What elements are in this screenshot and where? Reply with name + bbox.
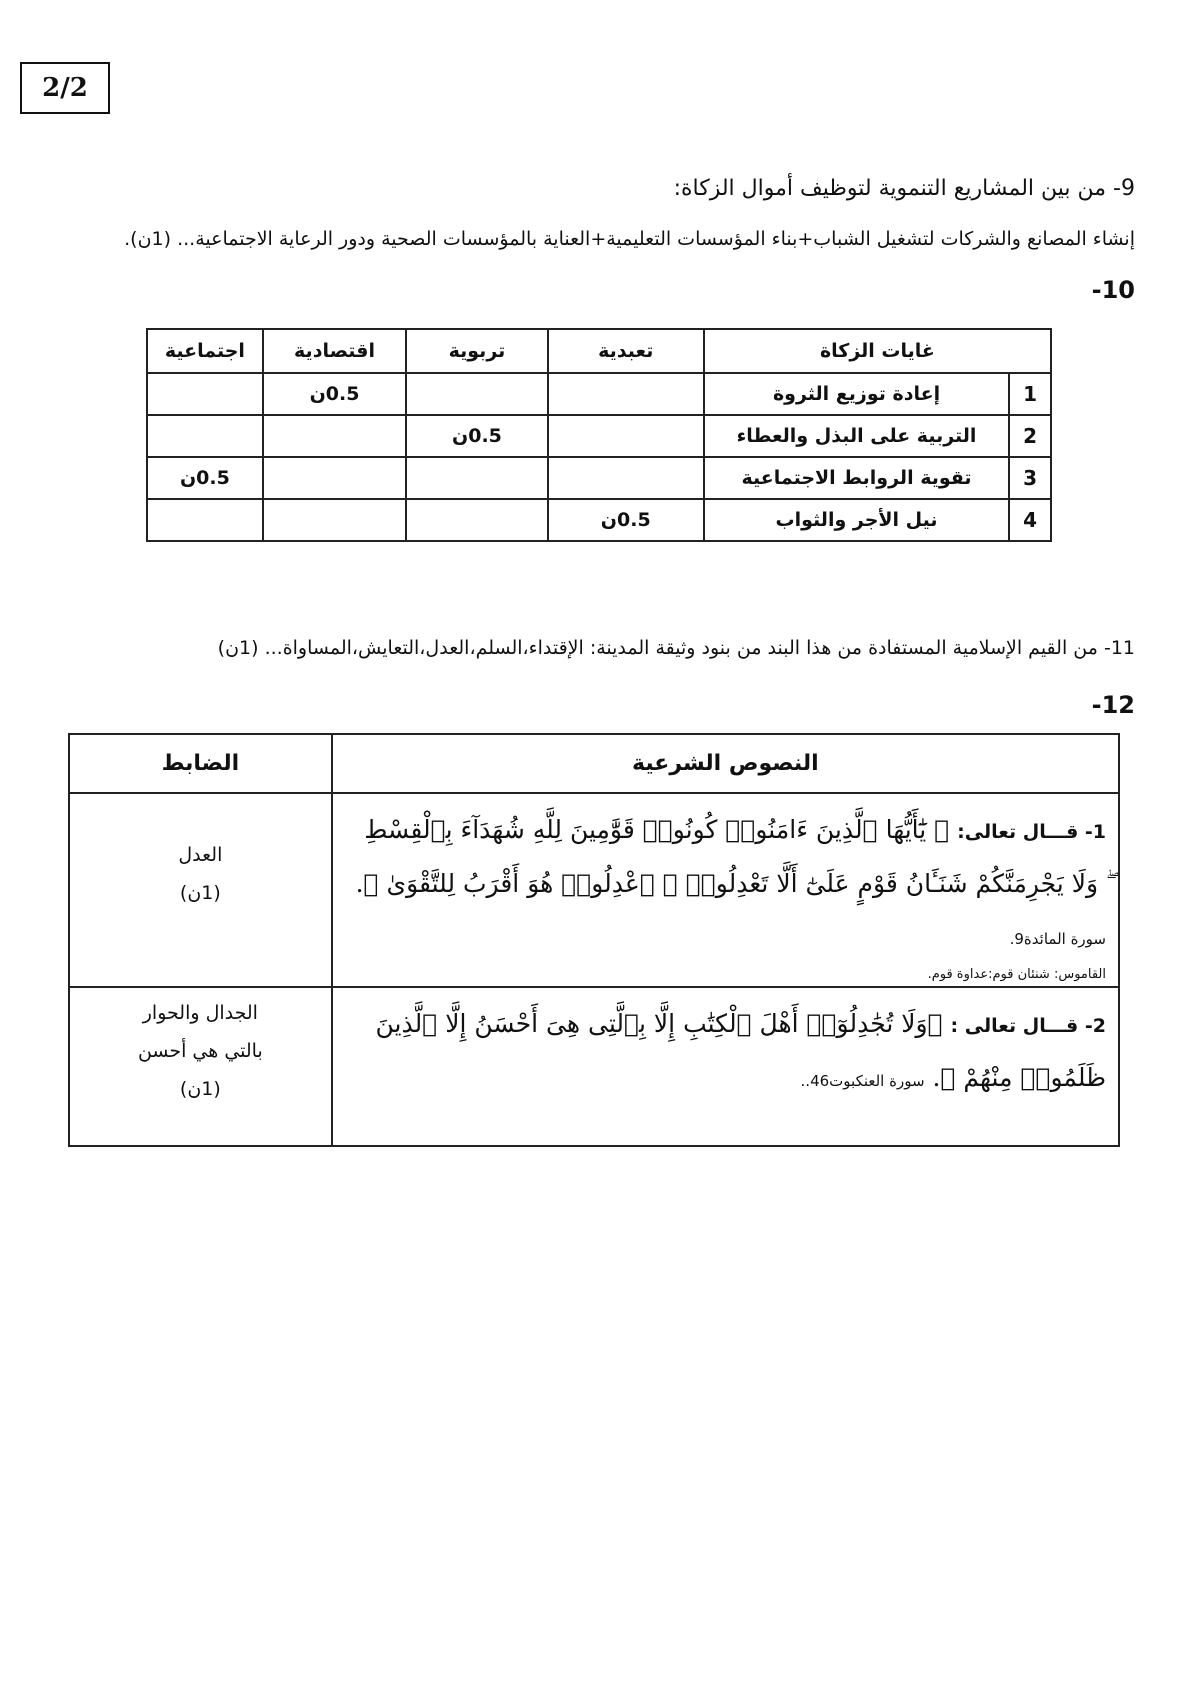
table-row <box>69 793 1119 987</box>
question-11-answer: 11- من القيم الإسلامية المستفادة من هذا البند من بنود وثيقة المدينة: الإقتداء،السلم،العدل،التعايش،المساواة... (1ن) <box>217 637 1135 659</box>
goal-cell: إعادة توزيع الثروة <box>704 373 1009 415</box>
verse-intro: 2- قـــال تعالى : <box>950 1015 1106 1037</box>
header-texts: النصوص الشرعية <box>332 734 1119 793</box>
rule-score: (1ن) <box>179 882 221 904</box>
score-cell <box>147 415 263 457</box>
religious-texts-table <box>68 733 1120 1147</box>
verse-cell <box>332 987 1119 1146</box>
goal-cell: التربية على البذل والعطاء <box>704 415 1009 457</box>
score-cell <box>406 457 547 499</box>
verse-block <box>345 804 1106 965</box>
table-header-row <box>69 734 1119 793</box>
surah-reference: سورة المائدة9. <box>1009 930 1106 948</box>
score-cell: 0.5ن <box>548 499 704 541</box>
score-cell <box>548 373 704 415</box>
question-9-answer: إنشاء المصانع والشركات لتشغيل الشباب+بناء المؤسسات التعليمية+العناية بالمؤسسات الصحية ودور الرعاية الاجتماعية... (1ن). <box>124 228 1135 250</box>
score-cell <box>147 373 263 415</box>
table-row <box>69 987 1119 1146</box>
goal-cell: نيل الأجر والثواب <box>704 499 1009 541</box>
verse-block <box>345 998 1106 1107</box>
goal-cell: تقوية الروابط الاجتماعية <box>704 457 1009 499</box>
score-cell: 0.5ن <box>406 415 547 457</box>
rule-cell <box>69 793 332 987</box>
table-row <box>147 373 1051 415</box>
rule-text: بالتي هي أحسن <box>137 1040 263 1062</box>
rule-cell <box>69 987 332 1146</box>
score-cell: 0.5ن <box>147 457 263 499</box>
header-ijtimaiya: اجتماعية <box>147 329 263 373</box>
score-cell <box>548 415 704 457</box>
score-cell <box>263 415 407 457</box>
quran-verse: ﴿ يَٰٓأَيُّهَا ٱلَّذِينَ ءَامَنُوا۟ كُونُوا۟ قَوَّٰمِينَ لِلَّهِ شُهَدَآءَ بِٱلْقِسْطِ ۖ وَلَا يَجْرِمَنَّكُمْ شَنَـَٔانُ قَوْمٍ عَلَىٰٓ أَلَّا تَعْدِلُوا۟ ۚ ٱعْدِلُوا۟ هُوَ أَقْرَبُ لِلتَّقْوَىٰ ﴾. <box>355 815 1106 898</box>
score-cell <box>263 457 407 499</box>
surah-reference: سورة العنكبوت46.. <box>800 1072 925 1090</box>
header-ta3abbudiya: تعبدية <box>548 329 704 373</box>
score-cell <box>406 499 547 541</box>
dictionary-note: القاموس: شنئان قوم:عداوة قوم. <box>927 967 1106 982</box>
question-10-title: 10- <box>1091 276 1135 304</box>
rule-text: العدل <box>178 844 223 866</box>
rule-text: الجدال والحوار <box>142 1002 258 1024</box>
rule-score: (1ن) <box>179 1078 221 1100</box>
row-number: 2 <box>1009 415 1051 457</box>
table-row <box>147 457 1051 499</box>
verse-intro: 1- قـــال تعالى: <box>957 821 1106 843</box>
header-tarbawiya: تربوية <box>406 329 547 373</box>
header-goals: غايات الزكاة <box>704 329 1051 373</box>
score-cell <box>548 457 704 499</box>
score-cell <box>147 499 263 541</box>
header-iqtisadiya: اقتصادية <box>263 329 407 373</box>
question-9-title: 9- من بين المشاريع التنموية لتوظيف أموال الزكاة: <box>673 176 1135 201</box>
page-number: 2/2 <box>20 62 110 114</box>
score-cell <box>406 373 547 415</box>
score-cell: 0.5ن <box>263 373 407 415</box>
table-header-row <box>147 329 1051 373</box>
row-number: 4 <box>1009 499 1051 541</box>
header-rule: الضابط <box>69 734 332 793</box>
row-number: 3 <box>1009 457 1051 499</box>
score-cell <box>263 499 407 541</box>
verse-cell <box>332 793 1119 987</box>
question-12-title: 12- <box>1091 691 1135 719</box>
row-number: 1 <box>1009 373 1051 415</box>
table-row <box>147 499 1051 541</box>
zakat-goals-table <box>146 328 1052 542</box>
quran-verse: ﴿وَلَا تُجَٰدِلُوٓا۟ أَهْلَ ٱلْكِتَٰبِ إِلَّا بِٱلَّتِى هِىَ أَحْسَنُ إِلَّا ٱلَّذِينَ ظَلَمُوا۟ مِنْهُمْ ﴾. <box>375 1009 1106 1092</box>
table-row <box>147 415 1051 457</box>
